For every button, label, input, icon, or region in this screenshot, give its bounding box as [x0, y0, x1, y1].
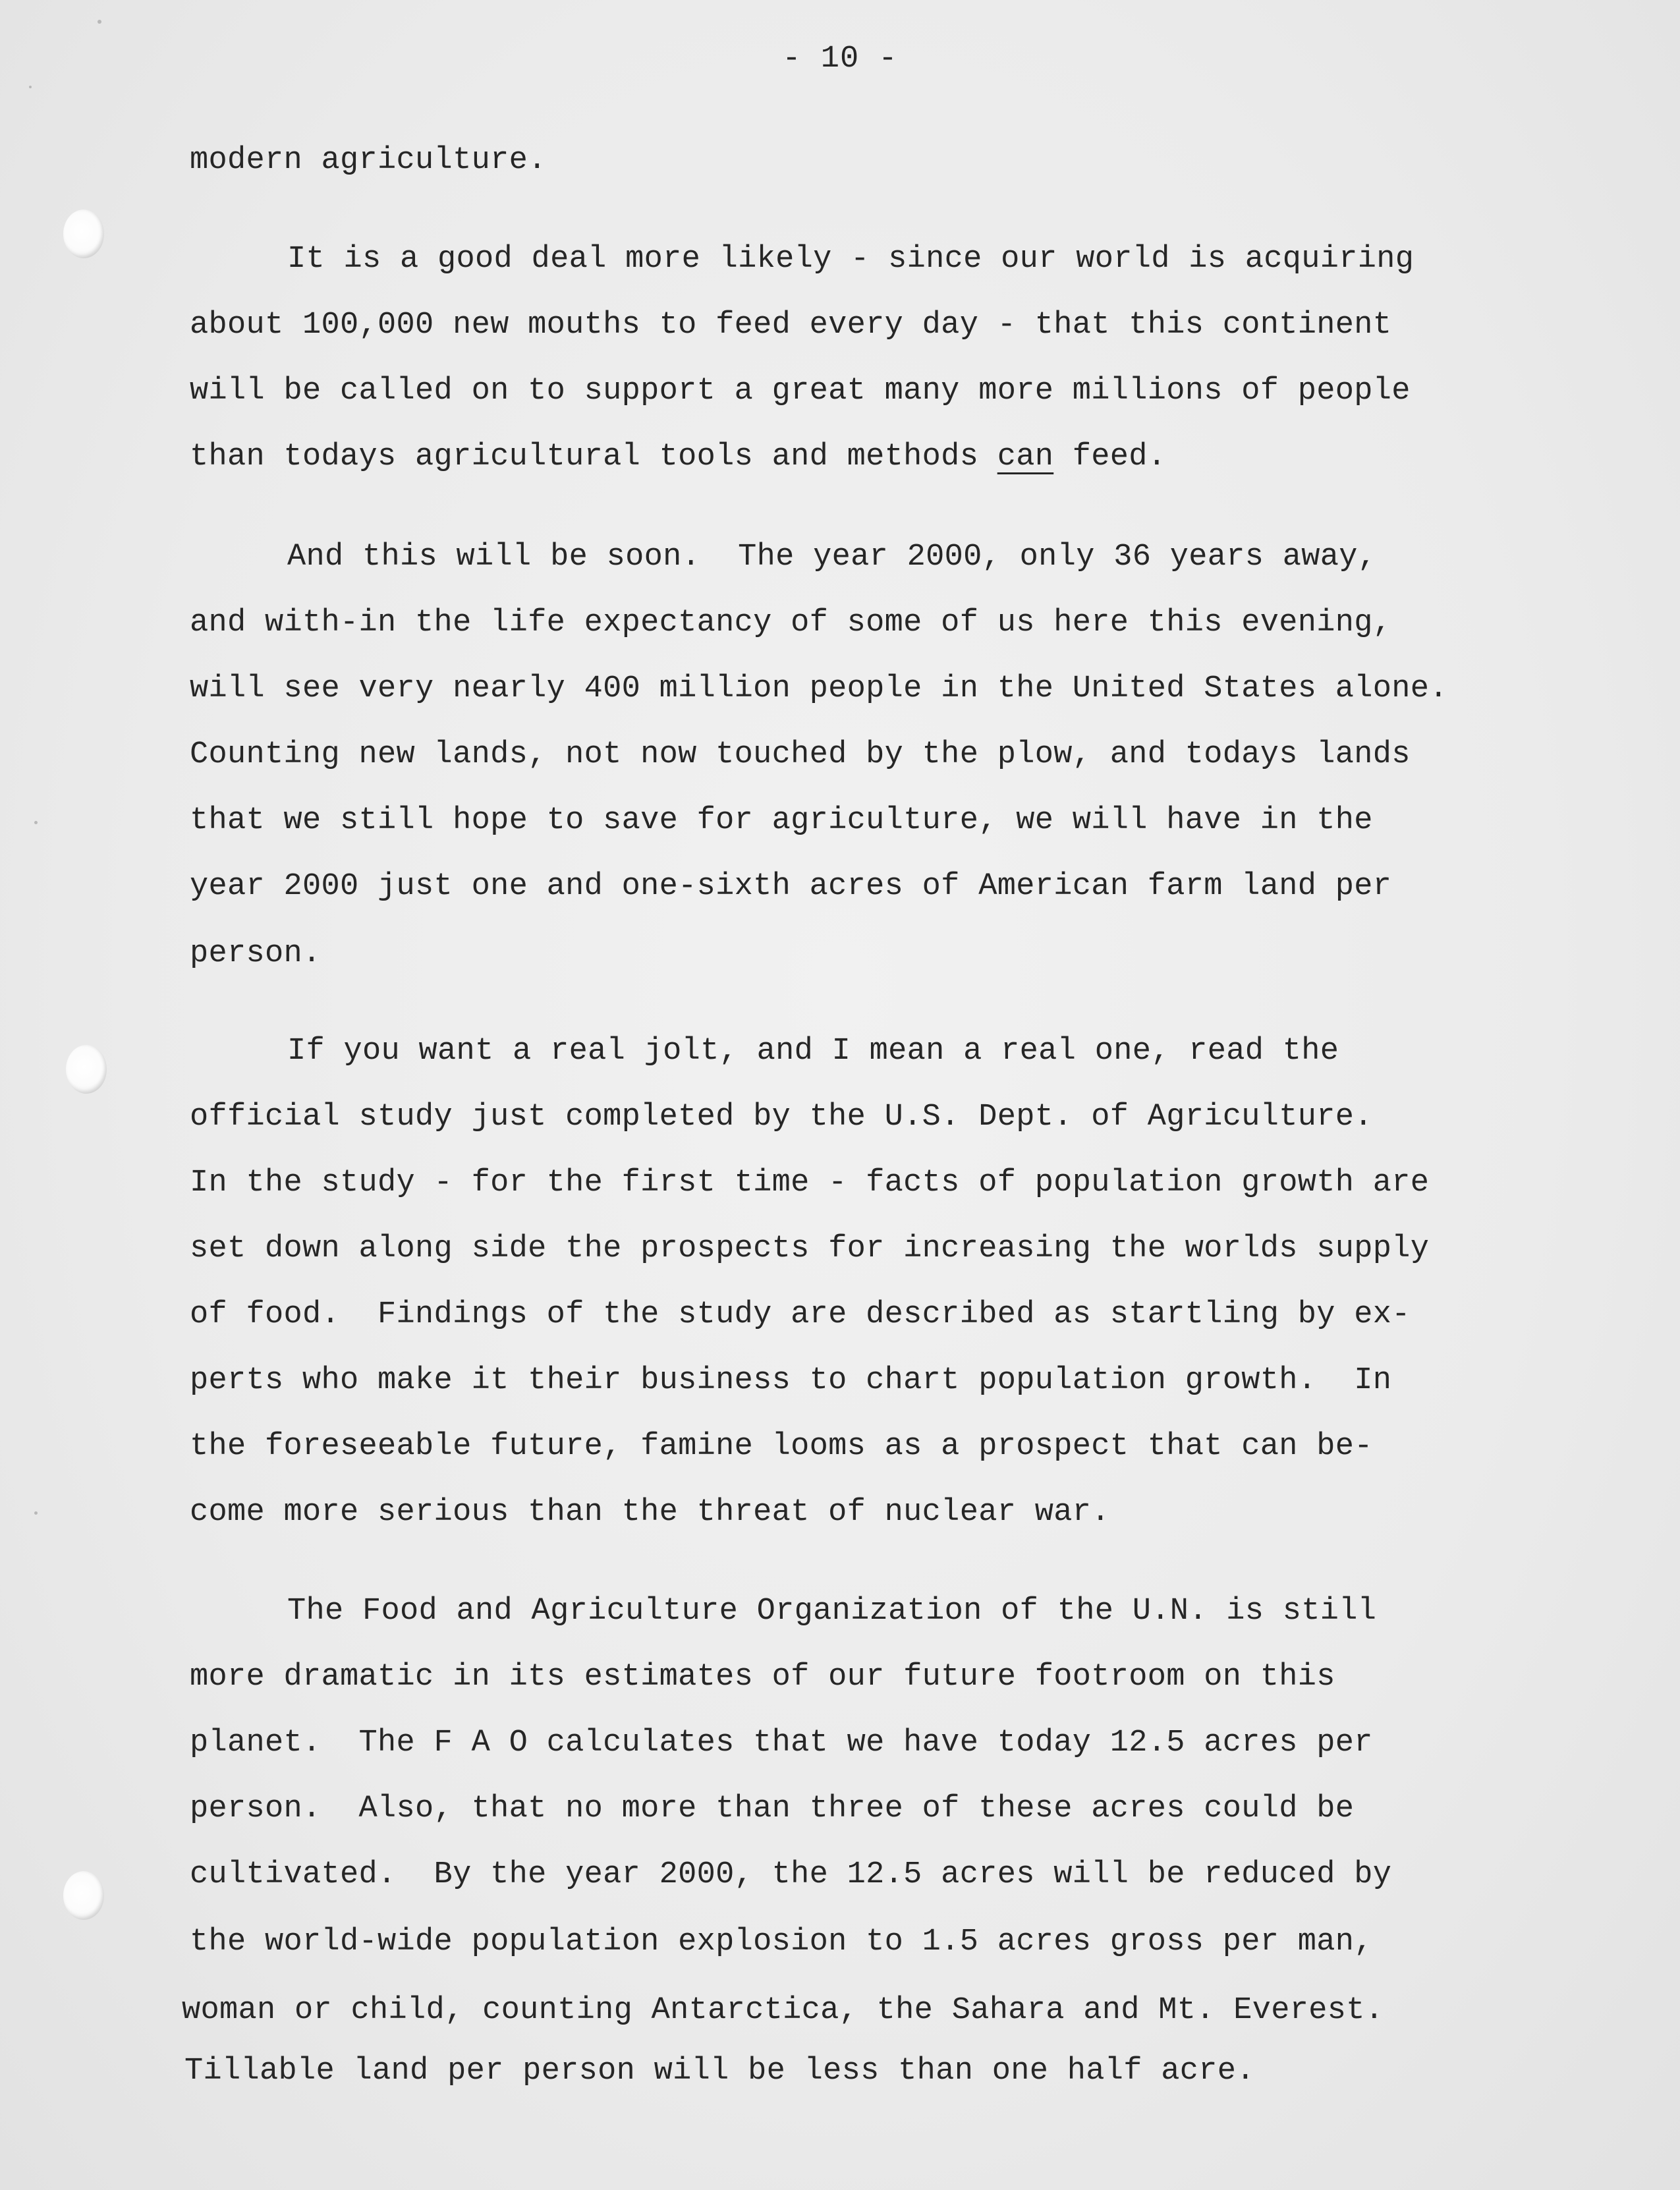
punch-hole-bottom [63, 1871, 104, 1920]
text-line: about 100,000 new mouths to feed every day - that this continent [190, 308, 1392, 343]
paper-speck [29, 86, 32, 88]
text-line: of food. Findings of the study are described as startling by ex- [190, 1297, 1411, 1332]
text-line: official study just completed by the U.S. Dept. of Agriculture. [190, 1100, 1373, 1135]
page-number: - 10 - [782, 42, 898, 76]
underlined-word: can [997, 439, 1054, 474]
paper-speck [34, 1511, 38, 1515]
text-line: Tillable land per person will be less than one half acre. [184, 2054, 1255, 2089]
punch-hole-top [63, 210, 104, 258]
text-line: set down along side the prospects for increasing the worlds supply [190, 1231, 1430, 1266]
text-line: The Food and Agriculture Organization of the U.N. is still [287, 1594, 1377, 1629]
text-segment: than todays agricultural tools and methods [190, 439, 997, 474]
text-line: modern agriculture. [190, 143, 547, 178]
text-line: and with-in the life expectancy of some of us here this evening, [190, 605, 1392, 640]
text-line: planet. The F A O calculates that we have today 12.5 acres per [190, 1726, 1373, 1760]
text-line: will see very nearly 400 million people in the United States alone. [190, 671, 1448, 706]
text-line: perts who make it their business to chart population growth. In [190, 1363, 1392, 1398]
text-line: Counting new lands, not now touched by the plow, and todays lands [190, 737, 1411, 772]
text-line: will be called on to support a great many more millions of people [190, 374, 1411, 408]
text-line: cultivated. By the year 2000, the 12.5 acres will be reduced by [190, 1857, 1392, 1892]
text-line: the foreseeable future, famine looms as a prospect that can be- [190, 1429, 1373, 1464]
paper-speck [98, 20, 101, 24]
text-line: year 2000 just one and one-sixth acres of American farm land per [190, 869, 1392, 904]
text-line: that we still hope to save for agriculture, we will have in the [190, 803, 1373, 838]
text-line: It is a good deal more likely - since our world is acquiring [287, 242, 1414, 277]
text-line: person. Also, that no more than three of these acres could be [190, 1791, 1355, 1826]
text-line: person. [190, 936, 322, 971]
text-line: In the study - for the first time - facts of population growth are [190, 1165, 1430, 1200]
text-line: the world-wide population explosion to 1.5 acres gross per man, [190, 1924, 1373, 1959]
text-line: woman or child, counting Antarctica, the Sahara and Mt. Everest. [182, 1993, 1384, 2028]
text-line: And this will be soon. The year 2000, only 36 years away, [287, 540, 1377, 575]
text-line: come more serious than the threat of nuclear war. [190, 1495, 1110, 1530]
paper-speck [34, 821, 38, 824]
punch-hole-middle [66, 1045, 107, 1094]
text-line: more dramatic in its estimates of our future footroom on this [190, 1660, 1335, 1695]
text-line: If you want a real jolt, and I mean a real one, read the [287, 1034, 1339, 1069]
text-line-with-emphasis [190, 437, 1166, 477]
text-segment: feed. [1053, 439, 1167, 474]
